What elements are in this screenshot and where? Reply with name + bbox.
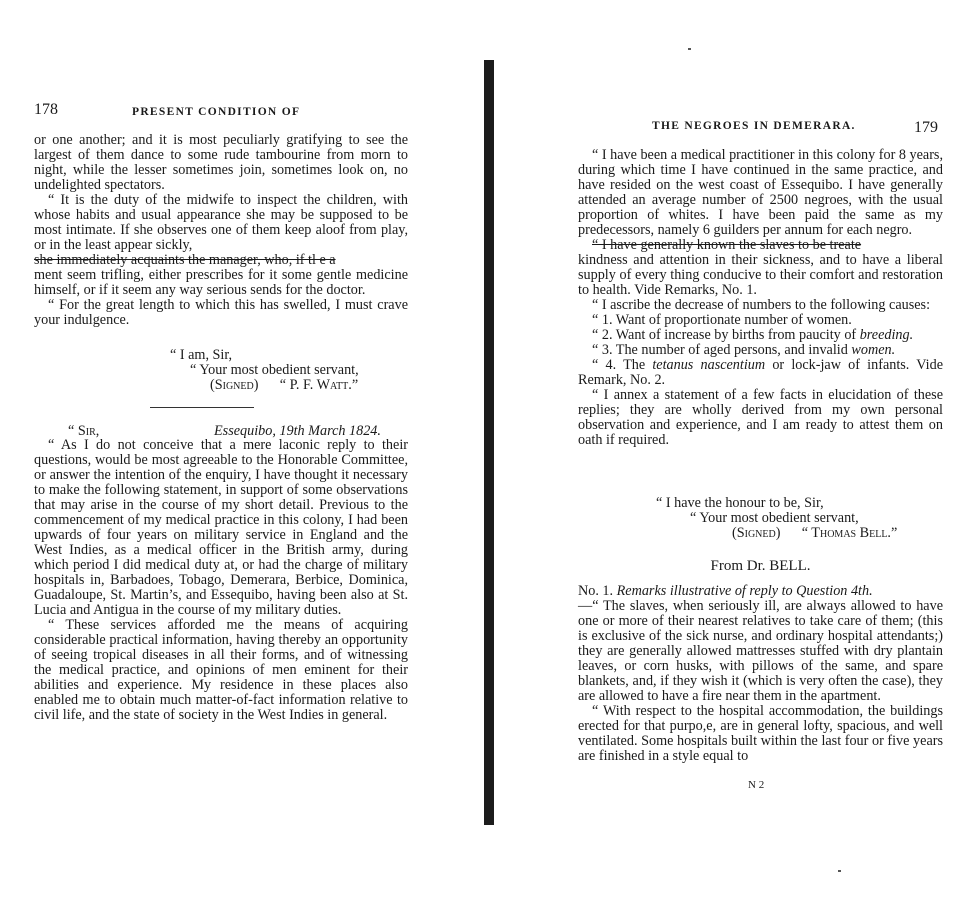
right-text-block-a (578, 148, 943, 448)
paragraph: ment seem trifling, either prescribes for it some gentle medicine himself, or if it seem any way serious sends for the doctor. (34, 267, 408, 298)
right-page (492, 0, 980, 921)
right-closing-1: “ I have the honour to be, Sir, (656, 495, 824, 511)
left-text-block-b (34, 438, 408, 723)
paragraph: “ I annex a statement of a few facts in elucidation of these replies; they are wholly derived from my own personal observation and experience, and I am ready to attest them on oath if required. (578, 387, 943, 448)
left-running-head: PRESENT CONDITION OF (132, 106, 301, 118)
list-item: “ 2. Want of increase by births from paucity of breeding. (592, 327, 914, 343)
struck-line: “ I have generally known the slaves to be treate (592, 237, 862, 253)
paragraph: “ These services afforded me the means of acquiring considerable practical information, having thereby an opportunity of seeing tropical diseases in all their forms, and of witnessing the medical practice, and opinions of men eminent for their abilities and experience. My residence in these places also enabled me to obtain much matter-of-fact information relative to civil life, and the state of society in the West Indies in general. (34, 617, 408, 723)
paragraph: “ With respect to the hospital accommodation, the buildings erected for that purpo,e, are in general lofty, spacious, and well ventilated. Some hospitals built within the last four or five years are finished in a style equal to (578, 703, 943, 764)
paragraph: or one another; and it is most peculiarly gratifying to see the largest of them dance to some rude tambourine from morn to night, while the lesser sometimes join, sometimes look on, no undelighted spectators. (34, 132, 408, 193)
right-running-head: THE NEGROES IN DEMERARA. (652, 120, 856, 132)
paragraph: kindness and attention in their sickness, and to have a liberal supply of every thing conducive to their comfort and restoration to health. Vide Remarks, No. 1. (578, 252, 943, 298)
remark-heading: No. 1. Remarks illustrative of reply to Question 4th. (578, 583, 873, 599)
right-text-block-b (578, 584, 943, 764)
paragraph: “ I have been a medical practitioner in this colony for 8 years, during which time I have continued in the same practice, and have resided on the west coast of Essequibo. I have generally attended an average number of 2500 negroes, with the usual proportion of whites. I have been paid the same as my predecessors, namely 6 guilders per annum for each negro. (578, 147, 944, 238)
paragraph: “ As I do not conceive that a mere laconic reply to their questions, would be most agreeable to the Honorable Committee, or answer the intention of the enquiry, I have thought it necessary to make the following statement, in support of some observations that may arise in the course of my short detail. Previous to the commencement of my medical practice in this colony, I had been upwards of four years on military service in England and the West Indies, as a medical officer in the British army, during which period I did medical duty at, or had the charge of military hospitals in, Barbadoes, Tobago, Demerara, Berbice, Dominica, Guadaloupe, St. Martin’s, and Essequibo, having been also at St. Lucia and Antigua in the course of my military duties. (34, 437, 408, 618)
struck-line: she immediately acquaints the manager, who, if tl e a (34, 252, 336, 268)
left-signature: (Signed) “ P. F. Watt.” (210, 377, 359, 393)
list-item: “ 4. The tetanus nascentium or lock-jaw of infants. Vide Remark, No. 2. (578, 357, 944, 388)
scan-speck (688, 48, 691, 50)
scan-speck (838, 870, 841, 872)
left-closing-1: “ I am, Sir, (170, 347, 233, 363)
list-item: “ 3. The number of aged persons, and invalid women. (592, 342, 896, 358)
section-divider (150, 407, 254, 408)
right-page-number: 179 (914, 119, 938, 136)
left-page (0, 0, 480, 921)
paragraph: “ It is the duty of the midwife to inspect the children, with whose habits and usual appearance she may be supposed to be most intimate. If she observes one of them keep aloof from play, or in the least appear sickly, (34, 192, 408, 253)
section-heading: From Dr. BELL. (710, 558, 811, 574)
letter-place-date: Essequibo, 19th March 1824. (214, 423, 381, 439)
paragraph: —“ The slaves, when seriously ill, are always allowed to have one or more of their nearest relatives to take care of them; (this is exclusive of the sick nurse, and ordinary hospital attendants;) they are generally allowed mattresses stuffed with dry plantain leaves, or corn husks, with pillows of the same, and spare blankets, and, if they wish it (which is very often the case), they are allowed to have a fire near them in the apartment. (578, 598, 943, 704)
right-signature: (Signed) “ Thomas Bell.” (732, 525, 898, 541)
left-closing-2: “ Your most obedient servant, (190, 362, 359, 378)
paragraph: “ For the great length to which this has swelled, I must crave your indulgence. (34, 297, 408, 328)
letter-salutation: “ Sir, (68, 423, 100, 439)
left-page-number: 178 (34, 101, 58, 118)
right-closing-2: “ Your most obedient servant, (690, 510, 859, 526)
signature-mark: N 2 (748, 779, 765, 791)
left-text-block-a (34, 133, 408, 328)
paragraph: “ I ascribe the decrease of numbers to the following causes: (592, 297, 931, 313)
list-item: “ 1. Want of proportionate number of women. (592, 312, 852, 328)
